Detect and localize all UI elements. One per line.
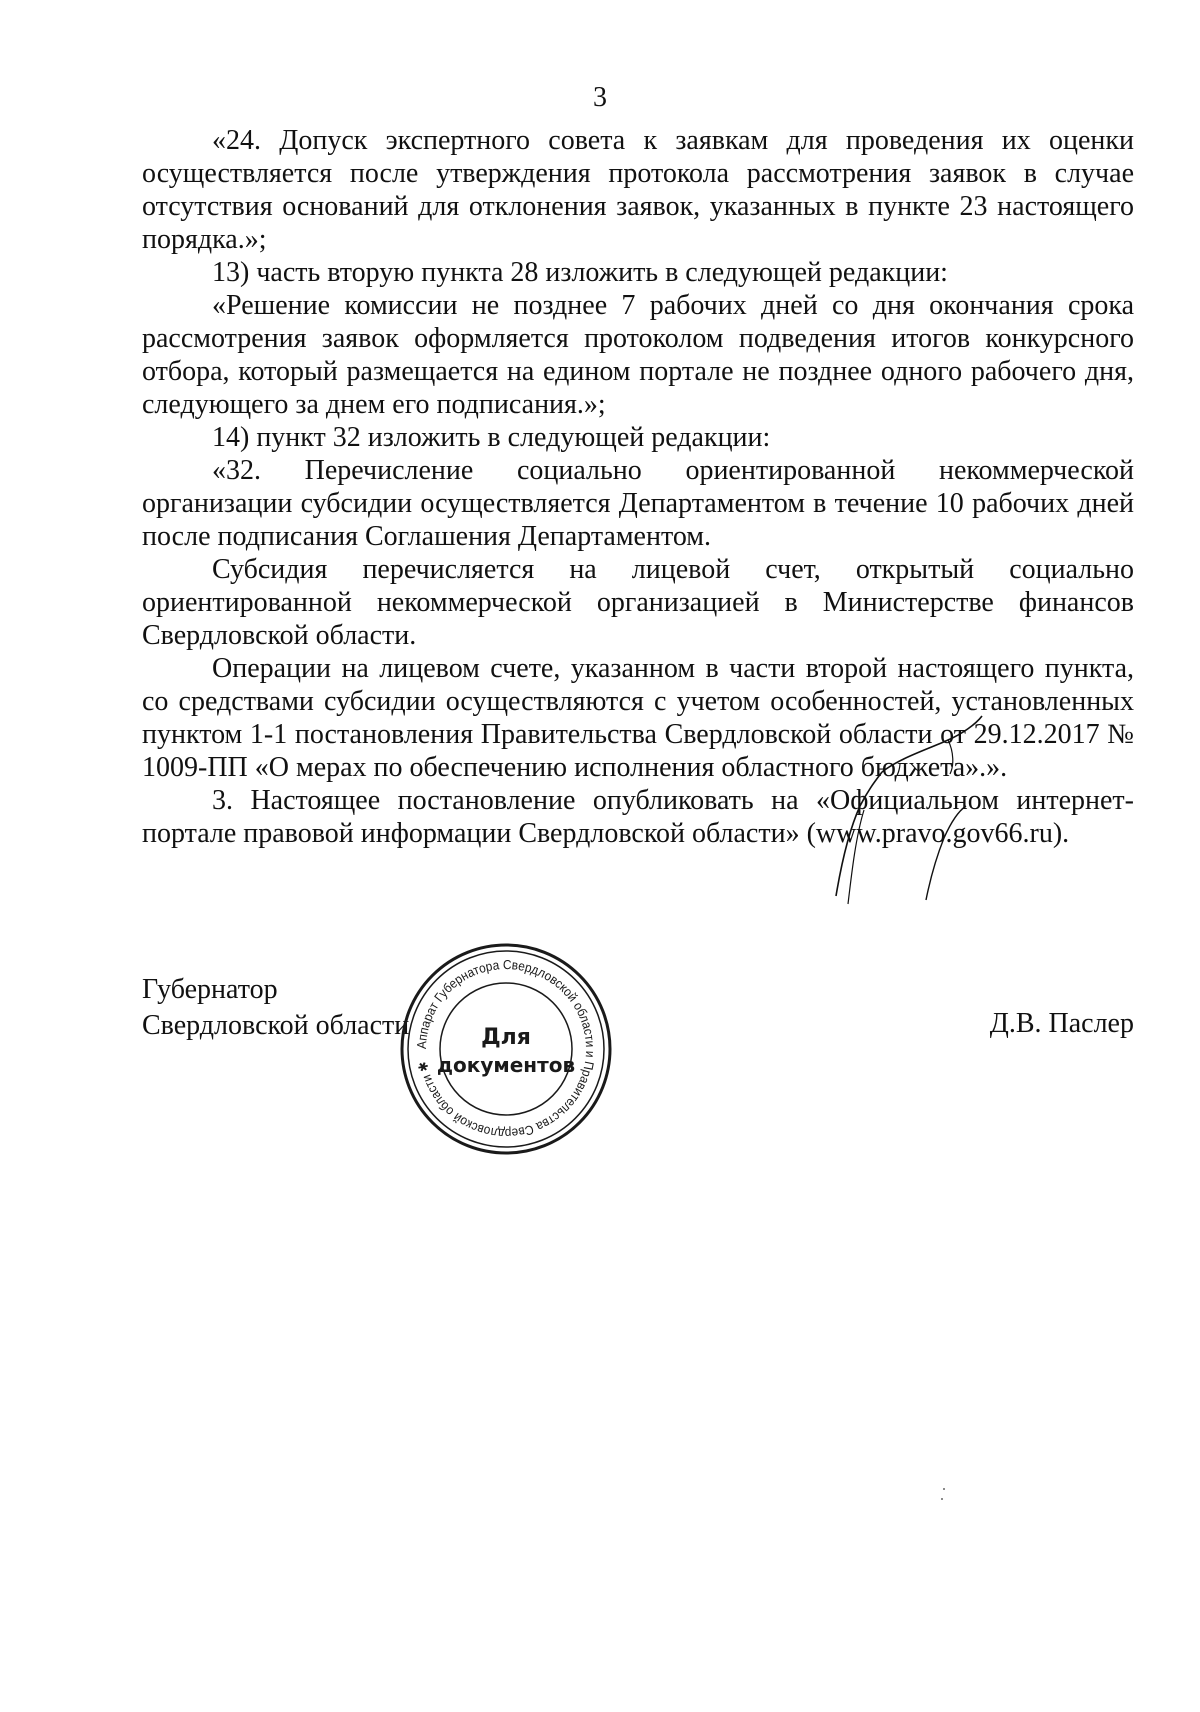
seal-ring-text: Аппарат Губернатора Свердловской области и Правительства Свердловской области ✱ — [413, 956, 599, 1142]
paragraph-publication: 3. Настоящее постановление опубликовать на «Официальном интернет-портале правовой информации Свердловской области» (www.pravo.gov66.ru). — [142, 785, 1134, 849]
scan-artifact-dot — [941, 1498, 943, 1500]
seal-center-line2: документов — [436, 1053, 576, 1077]
paragraph-item-32: «32. Перечисление социально ориентированной некоммерческой организации субсидии осуществляется Департаментом в течение 10 рабочих дней после подписания Соглашения Департаментом. — [142, 455, 1134, 552]
paragraph-amendment-13: 13) часть вторую пункта 28 изложить в следующей редакции: — [212, 257, 948, 288]
handwritten-signature — [830, 710, 1050, 910]
signatory-region: Свердловской области — [142, 1010, 410, 1041]
paragraph-subsidy-account: Субсидия перечисляется на лицевой счет, открытый социально ориентированной некоммерческой организацией в Министерстве финансов Свердловской области. — [142, 554, 1134, 651]
signatory-title: Губернатор — [142, 974, 278, 1005]
page-number: 3 — [593, 82, 607, 113]
paragraph-account-operations: Операции на лицевом счете, указанном в части второй настоящего пункта, со средствами субсидии осуществляются с учетом особенностей, установленных пунктом 1-1 постановления Правительства Свердловской области от 29.12.2017 № 1009-ПП «О мерах по обеспечению исполнения областного бюджета».». — [142, 653, 1134, 783]
signatory-name: Д.В. Паслер — [989, 1008, 1134, 1039]
paragraph-amendment-14: 14) пункт 32 изложить в следующей редакции: — [212, 422, 771, 453]
paragraph-item-24: «24. Допуск экспертного совета к заявкам для проведения их оценки осуществляется после утверждения протокола рассмотрения заявок в случае отсутствия оснований для отклонения заявок, указанных в пункте 23 настоящего порядка.»; — [142, 125, 1134, 255]
paragraph-item-28-text: «Решение комиссии не позднее 7 рабочих дней со дня окончания срока рассмотрения заявок оформляется протоколом подведения итогов конкурсного отбора, который размещается на едином портале не позднее одного рабочего дня, следующего за днем его подписания.»; — [142, 290, 1134, 420]
scan-artifact-dot — [943, 1488, 945, 1490]
official-seal-stamp — [397, 940, 615, 1158]
signatory-position — [142, 972, 409, 1044]
seal-center-line1: Для — [481, 1025, 531, 1050]
